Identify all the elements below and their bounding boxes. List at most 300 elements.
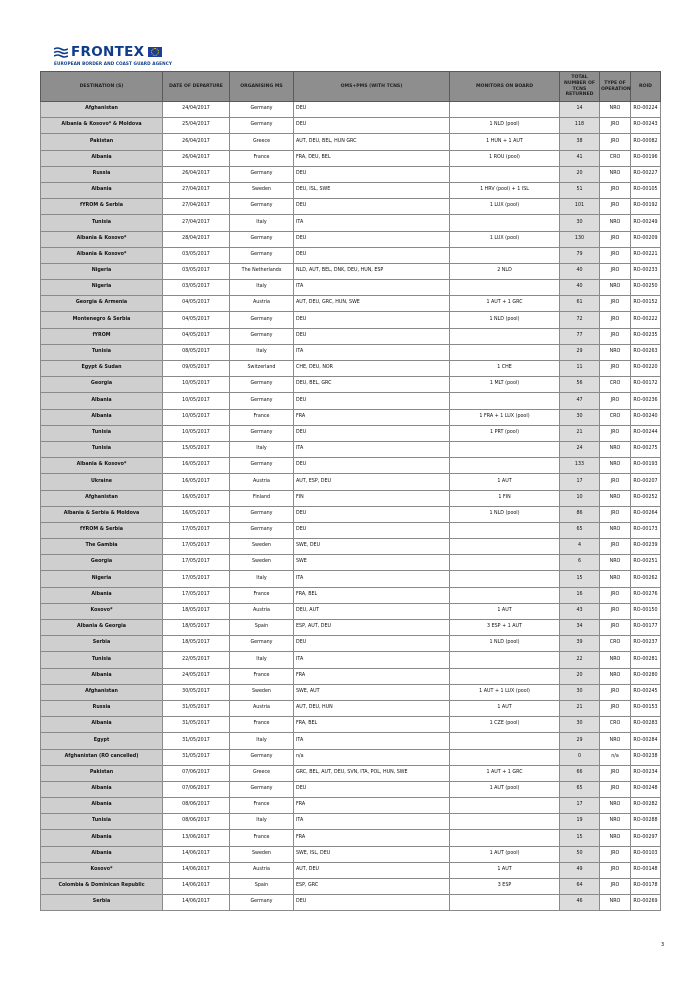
organising-ms-cell: Germany	[230, 118, 294, 134]
date-cell: 18/05/2017	[163, 620, 230, 636]
table-row	[41, 603, 661, 619]
roid-cell: RO-00283	[631, 717, 661, 733]
organising-ms-cell: Austria	[230, 862, 294, 878]
monitors-cell: 1 AUT + 1 GRC	[450, 765, 560, 781]
table-row	[41, 312, 661, 328]
destination-cell: Albania & Kosovo*	[41, 458, 163, 474]
table-row	[41, 344, 661, 360]
date-cell: 14/06/2017	[163, 846, 230, 862]
date-cell: 18/05/2017	[163, 603, 230, 619]
organising-ms-cell: Sweden	[230, 846, 294, 862]
participants-cell: SWE	[294, 555, 450, 571]
participants-cell: DEU	[294, 636, 450, 652]
organising-ms-cell: Sweden	[230, 684, 294, 700]
monitors-cell: 3 ESP + 1 AUT	[450, 620, 560, 636]
monitors-cell: 1 CZE (pool)	[450, 717, 560, 733]
header-total-tcns-returned: TOTAL NUMBER OF TCNS RETURNED	[560, 72, 600, 102]
organising-ms-cell: Finland	[230, 490, 294, 506]
monitors-cell	[450, 280, 560, 296]
table-row	[41, 377, 661, 393]
monitors-cell: 1 LUX (pool)	[450, 199, 560, 215]
table-row	[41, 296, 661, 312]
participants-cell: ITA	[294, 215, 450, 231]
organising-ms-cell: Greece	[230, 765, 294, 781]
operation-type-cell: JRO	[600, 328, 631, 344]
roid-cell: RO-00172	[631, 377, 661, 393]
destination-cell: Tunisia	[41, 425, 163, 441]
table-row	[41, 846, 661, 862]
roid-cell: RO-00207	[631, 474, 661, 490]
roid-cell: RO-00148	[631, 862, 661, 878]
monitors-cell	[450, 102, 560, 118]
operation-type-cell: JRO	[600, 700, 631, 716]
organising-ms-cell: Germany	[230, 506, 294, 522]
monitors-cell	[450, 393, 560, 409]
operation-type-cell: CRO	[600, 409, 631, 425]
date-cell: 13/06/2017	[163, 830, 230, 846]
total-returned-cell: 29	[560, 344, 600, 360]
operation-type-cell: JRO	[600, 846, 631, 862]
operation-type-cell: JRO	[600, 199, 631, 215]
destination-cell: Egypt	[41, 733, 163, 749]
roid-cell: RO-00275	[631, 441, 661, 457]
organising-ms-cell: Spain	[230, 620, 294, 636]
monitors-cell	[450, 522, 560, 538]
logo-subtitle: EUROPEAN BORDER AND COAST GUARD AGENCY	[54, 61, 172, 66]
table-row	[41, 118, 661, 134]
date-cell: 09/05/2017	[163, 361, 230, 377]
total-returned-cell: 20	[560, 166, 600, 182]
destination-cell: Albania & Kosovo* & Moldova	[41, 118, 163, 134]
organising-ms-cell: Austria	[230, 474, 294, 490]
operation-type-cell: NRO	[600, 571, 631, 587]
destination-cell: Georgia	[41, 377, 163, 393]
roid-cell: RO-00239	[631, 539, 661, 555]
table-row	[41, 134, 661, 150]
total-returned-cell: 21	[560, 700, 600, 716]
participants-cell: FRA	[294, 409, 450, 425]
total-returned-cell: 65	[560, 522, 600, 538]
roid-cell: RO-00153	[631, 700, 661, 716]
roid-cell: RO-00082	[631, 134, 661, 150]
roid-cell: RO-00224	[631, 102, 661, 118]
total-returned-cell: 101	[560, 199, 600, 215]
total-returned-cell: 29	[560, 733, 600, 749]
logo-name: FRONTEX	[71, 44, 145, 60]
destination-cell: Kosovo*	[41, 862, 163, 878]
operation-type-cell: JRO	[600, 312, 631, 328]
organising-ms-cell: Italy	[230, 344, 294, 360]
operation-type-cell: JRO	[600, 765, 631, 781]
monitors-cell	[450, 441, 560, 457]
monitors-cell: 1 PRT (pool)	[450, 425, 560, 441]
total-returned-cell: 66	[560, 765, 600, 781]
date-cell: 28/04/2017	[163, 231, 230, 247]
roid-cell: RO-00288	[631, 814, 661, 830]
organising-ms-cell: Germany	[230, 393, 294, 409]
participants-cell: DEU	[294, 166, 450, 182]
destination-cell: Nigeria	[41, 263, 163, 279]
operation-type-cell: CRO	[600, 636, 631, 652]
date-cell: 31/05/2017	[163, 717, 230, 733]
participants-cell: DEU	[294, 781, 450, 797]
date-cell: 04/05/2017	[163, 328, 230, 344]
destination-cell: fYROM & Serbia	[41, 522, 163, 538]
header-oms-pms: OMS+PMS (WITH TCNS)	[294, 72, 450, 102]
table-row	[41, 781, 661, 797]
table-row	[41, 684, 661, 700]
roid-cell: RO-00262	[631, 571, 661, 587]
monitors-cell	[450, 895, 560, 911]
monitors-cell	[450, 166, 560, 182]
destination-cell: Albania	[41, 409, 163, 425]
organising-ms-cell: Germany	[230, 166, 294, 182]
monitors-cell	[450, 652, 560, 668]
table-row	[41, 571, 661, 587]
organising-ms-cell: France	[230, 830, 294, 846]
destination-cell: Albania	[41, 393, 163, 409]
table-row	[41, 733, 661, 749]
organising-ms-cell: Greece	[230, 134, 294, 150]
operation-type-cell: NRO	[600, 733, 631, 749]
roid-cell: RO-00240	[631, 409, 661, 425]
destination-cell: Albania & Kosovo*	[41, 231, 163, 247]
total-returned-cell: 4	[560, 539, 600, 555]
total-returned-cell: 51	[560, 182, 600, 198]
table-row	[41, 102, 661, 118]
monitors-cell: 1 HUN + 1 AUT	[450, 134, 560, 150]
monitors-cell	[450, 587, 560, 603]
participants-cell: n/a	[294, 749, 450, 765]
organising-ms-cell: France	[230, 717, 294, 733]
organising-ms-cell: Germany	[230, 328, 294, 344]
monitors-cell: 1 AUT (pool)	[450, 781, 560, 797]
roid-cell: RO-00150	[631, 603, 661, 619]
monitors-cell: 1 ROU (pool)	[450, 150, 560, 166]
total-returned-cell: 24	[560, 441, 600, 457]
table-row	[41, 587, 661, 603]
date-cell: 27/04/2017	[163, 199, 230, 215]
date-cell: 31/05/2017	[163, 749, 230, 765]
participants-cell: DEU	[294, 458, 450, 474]
roid-cell: RO-00269	[631, 895, 661, 911]
header-roid: ROID	[631, 72, 661, 102]
destination-cell: The Gambia	[41, 539, 163, 555]
operation-type-cell: JRO	[600, 296, 631, 312]
destination-cell: Nigeria	[41, 571, 163, 587]
date-cell: 16/05/2017	[163, 490, 230, 506]
participants-cell: SWE, DEU	[294, 539, 450, 555]
total-returned-cell: 61	[560, 296, 600, 312]
operation-type-cell: CRO	[600, 377, 631, 393]
organising-ms-cell: Italy	[230, 733, 294, 749]
participants-cell: DEU, BEL, GRC	[294, 377, 450, 393]
operation-type-cell: JRO	[600, 474, 631, 490]
table-row	[41, 441, 661, 457]
destination-cell: fYROM & Serbia	[41, 199, 163, 215]
total-returned-cell: 17	[560, 474, 600, 490]
header-organising-ms: ORGANISING MS	[230, 72, 294, 102]
participants-cell: DEU	[294, 199, 450, 215]
operation-type-cell: JRO	[600, 393, 631, 409]
roid-cell: RO-00284	[631, 733, 661, 749]
total-returned-cell: 38	[560, 134, 600, 150]
table-row	[41, 749, 661, 765]
operation-type-cell: NRO	[600, 458, 631, 474]
header-date-of-departure: DATE OF DEPARTURE	[163, 72, 230, 102]
total-returned-cell: 47	[560, 393, 600, 409]
destination-cell: Georgia	[41, 555, 163, 571]
table-row	[41, 522, 661, 538]
operation-type-cell: JRO	[600, 247, 631, 263]
destination-cell: Kosovo*	[41, 603, 163, 619]
total-returned-cell: 20	[560, 668, 600, 684]
table-row	[41, 717, 661, 733]
destination-cell: Pakistan	[41, 765, 163, 781]
monitors-cell: 1 AUT	[450, 603, 560, 619]
destination-cell: Egypt & Sudan	[41, 361, 163, 377]
total-returned-cell: 22	[560, 652, 600, 668]
monitors-cell	[450, 668, 560, 684]
total-returned-cell: 0	[560, 749, 600, 765]
participants-cell: DEU	[294, 895, 450, 911]
date-cell: 10/05/2017	[163, 425, 230, 441]
date-cell: 04/05/2017	[163, 296, 230, 312]
table-row	[41, 474, 661, 490]
organising-ms-cell: Italy	[230, 652, 294, 668]
participants-cell: ITA	[294, 571, 450, 587]
table-row	[41, 490, 661, 506]
roid-cell: RO-00282	[631, 798, 661, 814]
total-returned-cell: 15	[560, 830, 600, 846]
total-returned-cell: 43	[560, 603, 600, 619]
date-cell: 04/05/2017	[163, 312, 230, 328]
roid-cell: RO-00152	[631, 296, 661, 312]
operation-type-cell: NRO	[600, 830, 631, 846]
total-returned-cell: 34	[560, 620, 600, 636]
organising-ms-cell: Austria	[230, 700, 294, 716]
table-row	[41, 199, 661, 215]
total-returned-cell: 46	[560, 895, 600, 911]
date-cell: 07/06/2017	[163, 781, 230, 797]
destination-cell: Pakistan	[41, 134, 163, 150]
monitors-cell: 1 CHE	[450, 361, 560, 377]
total-returned-cell: 30	[560, 717, 600, 733]
operation-type-cell: JRO	[600, 134, 631, 150]
monitors-cell: 1 HRV (pool) + 1 ISL	[450, 182, 560, 198]
participants-cell: DEU	[294, 425, 450, 441]
organising-ms-cell: Italy	[230, 280, 294, 296]
operation-type-cell: CRO	[600, 150, 631, 166]
destination-cell: Albania	[41, 781, 163, 797]
organising-ms-cell: France	[230, 798, 294, 814]
roid-cell: RO-00221	[631, 247, 661, 263]
participants-cell: GRC, BEL, AUT, DEU, SVN, ITA, POL, HUN, SWE	[294, 765, 450, 781]
monitors-cell: 1 AUT	[450, 700, 560, 716]
total-returned-cell: 30	[560, 684, 600, 700]
destination-cell: Tunisia	[41, 344, 163, 360]
table-row	[41, 814, 661, 830]
date-cell: 16/05/2017	[163, 474, 230, 490]
date-cell: 03/05/2017	[163, 263, 230, 279]
destination-cell: Albania	[41, 717, 163, 733]
operation-type-cell: NRO	[600, 102, 631, 118]
destination-cell: Colombia & Dominican Republic	[41, 879, 163, 895]
date-cell: 26/04/2017	[163, 150, 230, 166]
roid-cell: RO-00220	[631, 361, 661, 377]
destination-cell: Tunisia	[41, 215, 163, 231]
total-returned-cell: 39	[560, 636, 600, 652]
roid-cell: RO-00276	[631, 587, 661, 603]
table-row	[41, 620, 661, 636]
roid-cell: RO-00250	[631, 280, 661, 296]
operation-type-cell: JRO	[600, 361, 631, 377]
destination-cell: Serbia	[41, 636, 163, 652]
participants-cell: ITA	[294, 280, 450, 296]
roid-cell: RO-00244	[631, 425, 661, 441]
monitors-cell	[450, 247, 560, 263]
organising-ms-cell: Germany	[230, 102, 294, 118]
monitors-cell: 3 ESP	[450, 879, 560, 895]
total-returned-cell: 118	[560, 118, 600, 134]
roid-cell: RO-00178	[631, 879, 661, 895]
total-returned-cell: 30	[560, 215, 600, 231]
table-row	[41, 150, 661, 166]
organising-ms-cell: Germany	[230, 312, 294, 328]
eu-flag-icon	[148, 47, 162, 57]
total-returned-cell: 40	[560, 280, 600, 296]
monitors-cell	[450, 830, 560, 846]
operation-type-cell: JRO	[600, 781, 631, 797]
participants-cell: CHE, DEU, NOR	[294, 361, 450, 377]
date-cell: 17/05/2017	[163, 539, 230, 555]
participants-cell: FRA, BEL	[294, 587, 450, 603]
operation-type-cell: NRO	[600, 441, 631, 457]
participants-cell: ITA	[294, 652, 450, 668]
roid-cell: RO-00234	[631, 765, 661, 781]
table-row	[41, 280, 661, 296]
participants-cell: SWE, ISL, DEU	[294, 846, 450, 862]
roid-cell: RO-00281	[631, 652, 661, 668]
monitors-cell: 1 LUX (pool)	[450, 231, 560, 247]
table-row	[41, 895, 661, 911]
organising-ms-cell: Italy	[230, 441, 294, 457]
operation-type-cell: NRO	[600, 344, 631, 360]
date-cell: 03/05/2017	[163, 247, 230, 263]
participants-cell: SWE, AUT	[294, 684, 450, 700]
roid-cell: RO-00297	[631, 830, 661, 846]
date-cell: 08/05/2017	[163, 344, 230, 360]
destination-cell: Afghanistan	[41, 102, 163, 118]
destination-cell: Afghanistan (RO cancelled)	[41, 749, 163, 765]
participants-cell: FRA	[294, 668, 450, 684]
monitors-cell: 1 MLT (pool)	[450, 377, 560, 393]
operation-type-cell: NRO	[600, 490, 631, 506]
organising-ms-cell: Switzerland	[230, 361, 294, 377]
organising-ms-cell: Spain	[230, 879, 294, 895]
total-returned-cell: 30	[560, 409, 600, 425]
table-row	[41, 700, 661, 716]
monitors-cell: 1 AUT + 1 LUX (pool)	[450, 684, 560, 700]
table-row	[41, 539, 661, 555]
roid-cell: RO-00251	[631, 555, 661, 571]
operation-type-cell: JRO	[600, 603, 631, 619]
organising-ms-cell: Sweden	[230, 539, 294, 555]
participants-cell: DEU	[294, 312, 450, 328]
header-type-of-operation: TYPE OF OPERATION	[600, 72, 631, 102]
total-returned-cell: 6	[560, 555, 600, 571]
table-row	[41, 862, 661, 878]
participants-cell: DEU, AUT	[294, 603, 450, 619]
roid-cell: RO-00249	[631, 215, 661, 231]
destination-cell: Afghanistan	[41, 490, 163, 506]
destination-cell: Albania & Serbia & Moldova	[41, 506, 163, 522]
operation-type-cell: JRO	[600, 182, 631, 198]
monitors-cell	[450, 328, 560, 344]
participants-cell: DEU	[294, 506, 450, 522]
date-cell: 10/05/2017	[163, 377, 230, 393]
organising-ms-cell: Germany	[230, 522, 294, 538]
destination-cell: Albania	[41, 668, 163, 684]
monitors-cell: 1 AUT (pool)	[450, 846, 560, 862]
table-row	[41, 361, 661, 377]
monitors-cell: 1 NLD (pool)	[450, 312, 560, 328]
organising-ms-cell: Italy	[230, 814, 294, 830]
operation-type-cell: NRO	[600, 555, 631, 571]
organising-ms-cell: The Netherlands	[230, 263, 294, 279]
monitors-cell	[450, 344, 560, 360]
table-row	[41, 425, 661, 441]
participants-cell: FRA, BEL	[294, 717, 450, 733]
participants-cell: AUT, DEU, GRC, HUN, SWE	[294, 296, 450, 312]
roid-cell: RO-00235	[631, 328, 661, 344]
participants-cell: NLD, AUT, BEL, DNK, DEU, HUN, ESP	[294, 263, 450, 279]
participants-cell: DEU	[294, 393, 450, 409]
destination-cell: Albania & Georgia	[41, 620, 163, 636]
organising-ms-cell: Austria	[230, 603, 294, 619]
organising-ms-cell: France	[230, 150, 294, 166]
monitors-cell: 1 NLD (pool)	[450, 636, 560, 652]
total-returned-cell: 21	[560, 425, 600, 441]
roid-cell: RO-00196	[631, 150, 661, 166]
participants-cell: ESP, AUT, DEU	[294, 620, 450, 636]
monitors-cell	[450, 215, 560, 231]
table-row	[41, 458, 661, 474]
destination-cell: Tunisia	[41, 652, 163, 668]
date-cell: 31/05/2017	[163, 733, 230, 749]
destination-cell: Albania	[41, 182, 163, 198]
frontex-waves-icon	[54, 47, 68, 58]
organising-ms-cell: Germany	[230, 895, 294, 911]
table-row	[41, 879, 661, 895]
destination-cell: Albania	[41, 798, 163, 814]
monitors-cell: 2 NLD	[450, 263, 560, 279]
table-row	[41, 409, 661, 425]
operation-type-cell: JRO	[600, 539, 631, 555]
roid-cell: RO-00233	[631, 263, 661, 279]
monitors-cell: 1 AUT	[450, 474, 560, 490]
operation-type-cell: NRO	[600, 280, 631, 296]
destination-cell: Russia	[41, 700, 163, 716]
participants-cell: DEU	[294, 522, 450, 538]
date-cell: 14/06/2017	[163, 862, 230, 878]
participants-cell: FRA	[294, 798, 450, 814]
organising-ms-cell: Germany	[230, 636, 294, 652]
date-cell: 26/04/2017	[163, 134, 230, 150]
destination-cell: Georgia & Armenia	[41, 296, 163, 312]
table-row	[41, 215, 661, 231]
roid-cell: RO-00237	[631, 636, 661, 652]
